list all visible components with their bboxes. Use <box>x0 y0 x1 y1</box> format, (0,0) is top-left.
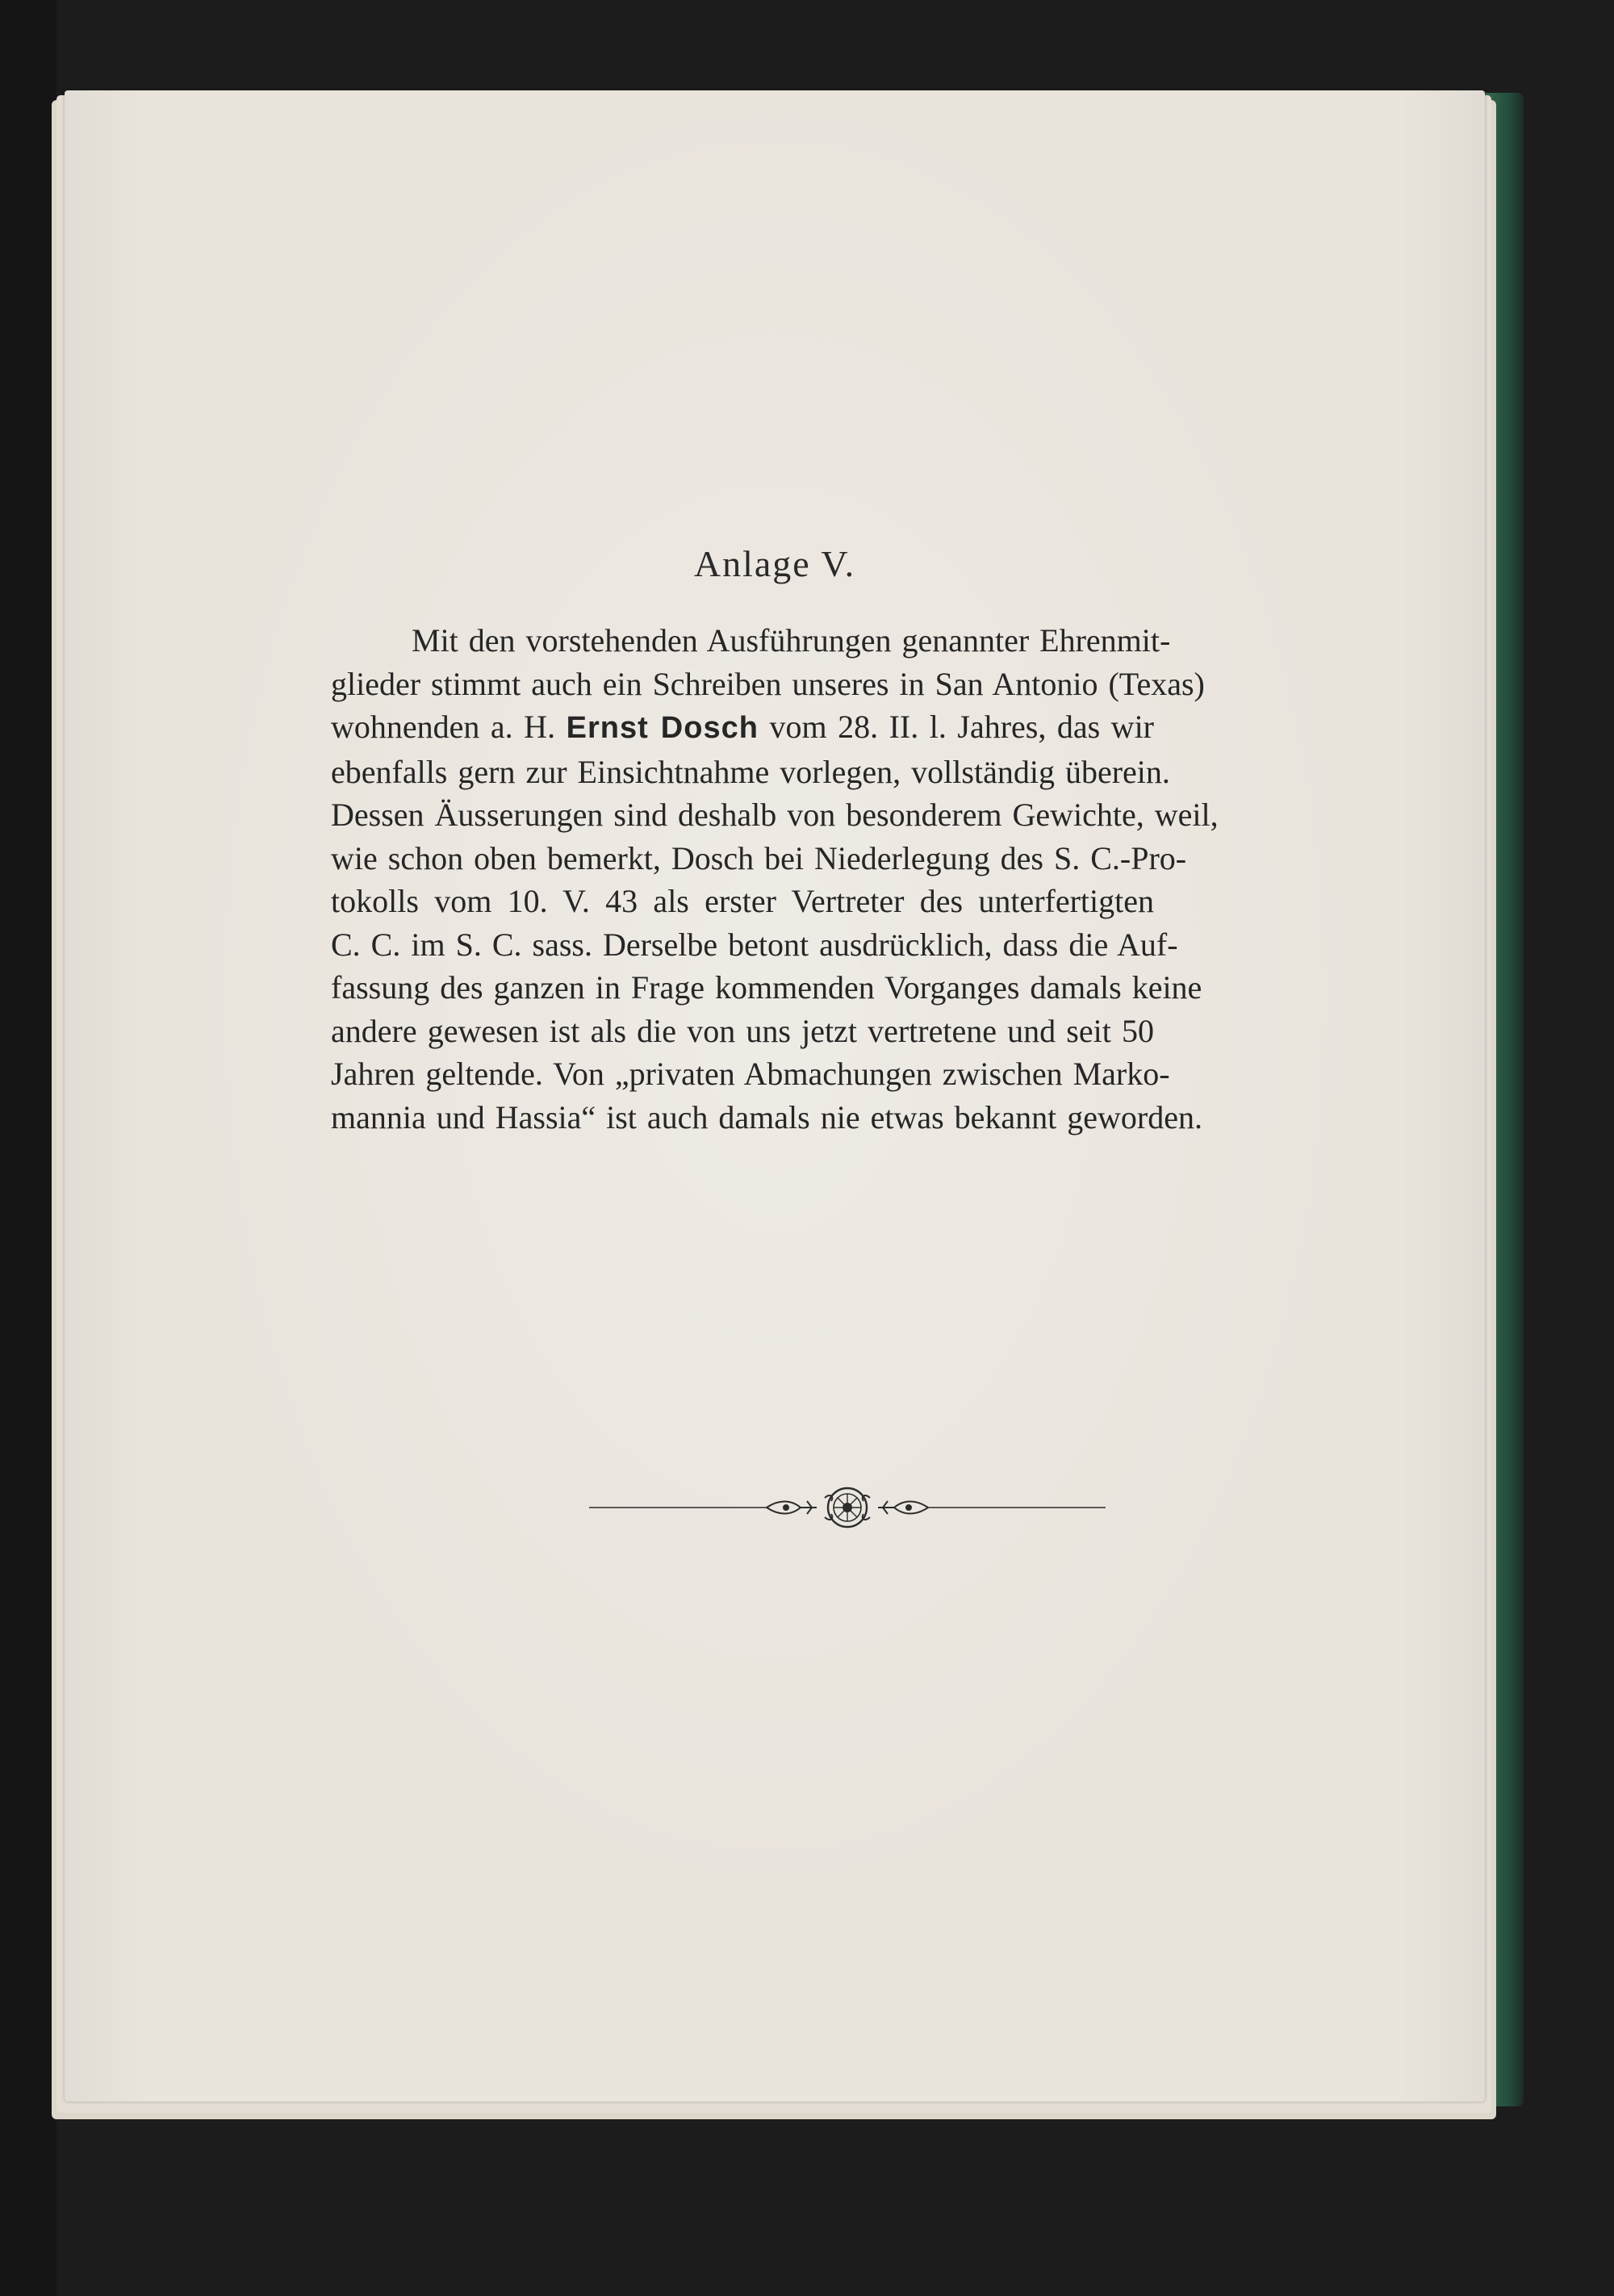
paragraph-line-part: vom 28. II. l. Jahres, das wir <box>769 709 1155 745</box>
scan-background <box>0 0 56 2296</box>
paragraph-line: wie schon oben bemerkt, Dosch bei Niederlegung des S. C.-Pro- <box>331 839 1187 876</box>
paragraph-line: Mit den vorstehenden Ausführungen genannter Ehrenmit- <box>412 622 1171 659</box>
body-paragraph <box>331 619 1219 1139</box>
paragraph-line: andere gewesen ist als die von uns jetzt vertretene und seit 50 <box>331 1012 1154 1049</box>
paragraph-line-part: wohnenden a. H. <box>331 709 556 745</box>
paragraph-line: Dessen Äusserungen sind deshalb von besonderem Gewichte, weil, <box>331 797 1219 833</box>
paragraph-line: C. C. im S. C. sass. Derselbe betont ausdrücklich, dass die Auf- <box>331 926 1178 963</box>
paragraph-line: tokolls vom 10. V. 43 als erster Vertreter des unterfertigten <box>331 883 1154 919</box>
paragraph-line <box>331 705 1154 751</box>
document-page <box>65 90 1485 2102</box>
paragraph-line: mannia und Hassia“ ist auch damals nie etwas bekannt geworden. <box>331 1098 1203 1135</box>
person-name-bold: Ernst Dosch <box>566 711 759 745</box>
paragraph-line: glieder stimmt auch ein Schreiben unseres in San Antonio (Texas) <box>331 665 1205 702</box>
page-heading: Anlage V. <box>693 543 856 584</box>
paragraph-line: ebenfalls gern zur Einsichtnahme vorlegen, vollständig überein. <box>331 753 1170 790</box>
rosette-divider-icon <box>589 1485 1106 1530</box>
paragraph-line: fassung des ganzen in Frage kommenden Vorganges damals keine <box>331 969 1202 1006</box>
paragraph-line: Jahren geltende. Von „privaten Abmachungen zwischen Marko- <box>331 1056 1170 1092</box>
